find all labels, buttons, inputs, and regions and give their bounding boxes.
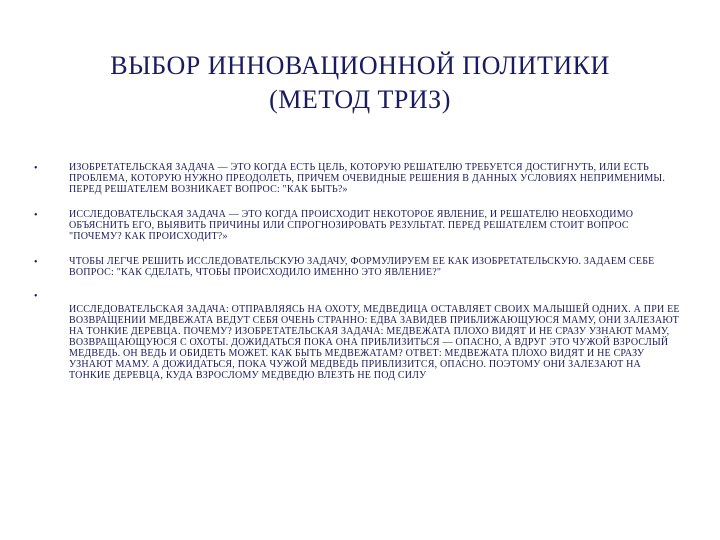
bullet-dot-icon: •: [34, 291, 38, 302]
bullet-item: [34, 162, 684, 195]
bullet-item: [34, 256, 684, 278]
title-line-2: (МЕТОД ТРИЗ): [269, 85, 451, 115]
bullet-item: [34, 290, 684, 381]
bullet-dot-icon: •: [34, 210, 38, 221]
title-line-1: ВЫБОР ИННОВАЦИОННОЙ ПОЛИТИКИ: [110, 51, 610, 81]
bullet-dot-icon: •: [34, 163, 38, 174]
bullet-item: [34, 209, 684, 242]
bullet-list: [34, 162, 684, 395]
bullet-text: ИЗОБРЕТАТЕЛЬСКАЯ ЗАДАЧА — ЭТО КОГДА ЕСТЬ ЦЕЛЬ, КОТОРУЮ РЕШАТЕЛЮ ТРЕБУЕТСЯ ДОСТИГНУТЬ, ИЛИ ЕСТЬ ПРОБЛЕМА, КОТОРУЮ НУЖНО ПРЕОДОЛЕТЬ, ПРИЧЕМ ОЧЕВИДНЫЕ РЕШЕНИЯ В ДАННЫХ УСЛОВИЯХ НЕПРИМЕНИМЫ. ПЕРЕД РЕШАТЕЛЕМ ВОЗНИКАЕТ ВОПРОС: "КАК БЫТЬ?»: [69, 162, 666, 195]
bullet-dot-icon: •: [34, 257, 38, 268]
bullet-text: ИССЛЕДОВАТЕЛЬСКАЯ ЗАДАЧА: ОТПРАВЛЯЯСЬ НА ОХОТУ, МЕДВЕДИЦА ОСТАВЛЯЕТ СВОИХ МАЛЫШЕЙ ОДНИХ. А ПРИ ЕЕ ВОЗВРАЩЕНИИ МЕДВЕЖАТА ВЕДУТ СЕБЯ ОЧЕНЬ СТРАННО: ЕДВА ЗАВИДЕВ ПРИБЛИЖАЮЩУЮСЯ МАМУ, ОНИ ЗАЛЕЗАЮТ НА ТОНКИЕ ДЕРЕВЦА. ПОЧЕМУ? ИЗОБРЕТАТЕЛЬСКАЯ ЗАДАЧА: МЕДВЕЖАТА ПЛОХО ВИДЯТ И НЕ СРАЗУ УЗНАЮТ МАМУ, ВОЗВРАЩАЮЩУЮСЯ С ОХОТЫ. ДОЖИДАТЬСЯ ПОКА ОНА ПРИБЛИЗИТЬСЯ — ОПАСНО, А ВДРУГ ЭТО ЧУЖОЙ ВЗРОСЛЫЙ МЕДВЕДЬ. ОН ВЕДЬ И ОБИДЕТЬ МОЖЕТ. КАК БЫТЬ МЕДВЕЖАТАМ? ОТВЕТ: МЕДВЕЖАТА ПЛОХО ВИДЯТ И НЕ СРАЗУ УЗНАЮТ МАМУ. А ДОЖИДАТЬСЯ, ПОКА ЧУЖОЙ МЕДВЕДЬ ПРИБЛИЗИТСЯ, ОПАСНО. ПОЭТОМУ ОНИ ЗАЛЕЗАЮТ НА ТОНКИЕ ДЕРЕВЦА, КУДА ВЗРОСЛОМУ МЕДВЕДЮ ВЛЕЗТЬ НЕ ПОД СИЛУ: [69, 304, 680, 381]
bullet-text: ИССЛЕДОВАТЕЛЬСКАЯ ЗАДАЧА — ЭТО КОГДА ПРОИСХОДИТ НЕКОТОРОЕ ЯВЛЕНИЕ, И РЕШАТЕЛЮ НЕОБХОДИМО ОБЪЯСНИТЬ ЕГО, ВЫЯВИТЬ ПРИЧИНЫ ИЛИ СПРОГНОЗИРОВАТЬ РЕЗУЛЬТАТ. ПЕРЕД РЕШАТЕЛЕМ СТОИТ ВОПРОС "ПОЧЕМУ? КАК ПРОИСХОДИТ?»: [69, 209, 634, 242]
bullet-text: ЧТОБЫ ЛЕГЧЕ РЕШИТЬ ИССЛЕДОВАТЕЛЬСКУЮ ЗАДАЧУ, ФОРМУЛИРУЕМ ЕЕ КАК ИЗОБРЕТАТЕЛЬСКУЮ. ЗАДАЕМ СЕБЕ ВОПРОС: "КАК СДЕЛАТЬ, ЧТОБЫ ПРОИСХОДИЛО ИМЕННО ЭТО ЯВЛЕНИЕ?": [69, 256, 655, 278]
slide-title: [40, 49, 680, 117]
